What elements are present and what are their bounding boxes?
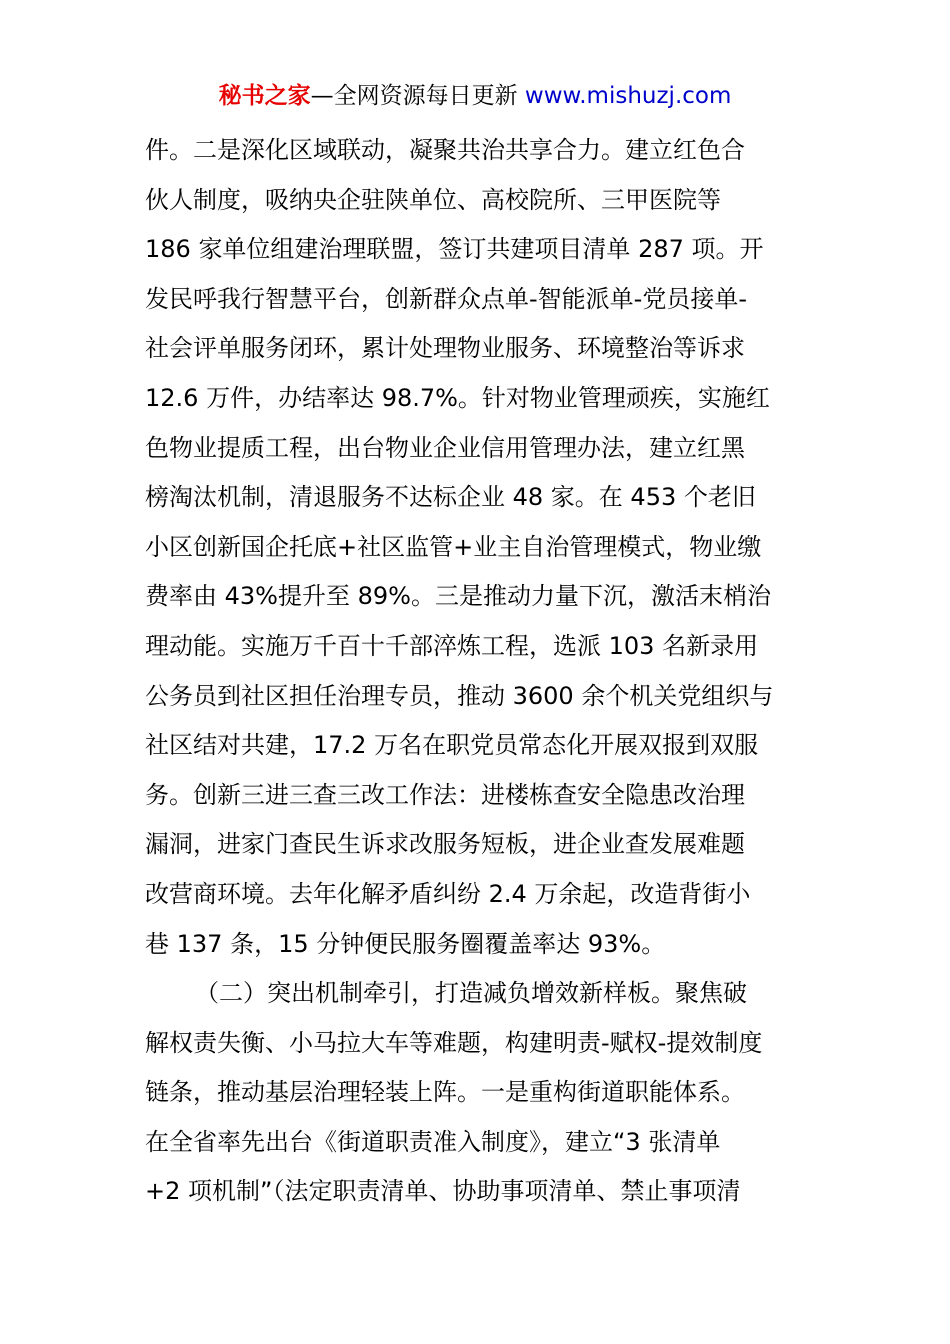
text-line: 理动能。实施万千百十千部淬炼工程，选派 103 名新录用 — [145, 631, 759, 660]
text-line: 改营商环境。去年化解矛盾纠纷 2.4 万余起，改造背街小 — [145, 879, 751, 908]
header-tagline: —全网资源每日更新 — [310, 83, 518, 109]
text-line: 发民呼我行智慧平台，创新群众点单-智能派单-党员接单- — [145, 284, 747, 313]
text-line: 社会评单服务闭环，累计处理物业服务、环境整治等诉求 — [145, 334, 745, 363]
text-line: 186 家单位组建治理联盟，签订共建项目清单 287 项。开 — [145, 235, 764, 264]
site-url-link[interactable]: www.mishuzj.com — [524, 83, 732, 109]
text-line: 务。创新三进三查三改工作法：进楼栋查安全隐患改治理 — [145, 780, 745, 809]
text-line: 公务员到社区担任治理专员，推动 3600 余个机关党组织与 — [145, 681, 774, 710]
text-line: +2 项机制”（法定职责清单、协助事项清单、禁止事项清 — [145, 1177, 741, 1206]
text-line: 小区创新国企托底+社区监管+业主自治管理模式，物业缴 — [145, 532, 762, 561]
text-line: 榜淘汰机制，清退服务不达标企业 48 家。在 453 个老旧 — [145, 483, 756, 512]
brand-name: 秘书之家 — [218, 83, 311, 109]
text-line: 社区结对共建，17.2 万名在职党员常态化开展双报到双服 — [145, 731, 759, 760]
document-body — [145, 126, 810, 1217]
text-line: 巷 137 条，15 分钟便民服务圈覆盖率达 93%。 — [145, 929, 666, 958]
text-line: 链条，推动基层治理轻装上阵。一是重构街道职能体系。 — [145, 1078, 745, 1107]
text-line: 解权责失衡、小马拉大车等难题，构建明责-赋权-提效制度 — [145, 1028, 763, 1057]
text-line: 费率由 43%提升至 89%。三是推动力量下沉，激活末梢治 — [145, 582, 771, 611]
text-line: 漏洞，进家门查民生诉求改服务短板，进企业查发展难题 — [145, 830, 745, 859]
paragraph-start-line: （二）突出机制牵引，打造减负增效新样板。聚焦破 — [195, 979, 747, 1008]
text-line: 伙人制度，吸纳央企驻陕单位、高校院所、三甲医院等 — [145, 185, 721, 214]
site-header — [0, 80, 950, 112]
text-line: 在全省率先出台《街道职责准入制度》，建立“3 张清单 — [145, 1127, 721, 1156]
text-line: 12.6 万件，办结率达 98.7%。针对物业管理顽疾，实施红 — [145, 383, 770, 412]
text-line: 色物业提质工程，出台物业企业信用管理办法，建立红黑 — [145, 433, 745, 462]
text-line: 件。二是深化区域联动，凝聚共治共享合力。建立红色合 — [145, 136, 745, 164]
